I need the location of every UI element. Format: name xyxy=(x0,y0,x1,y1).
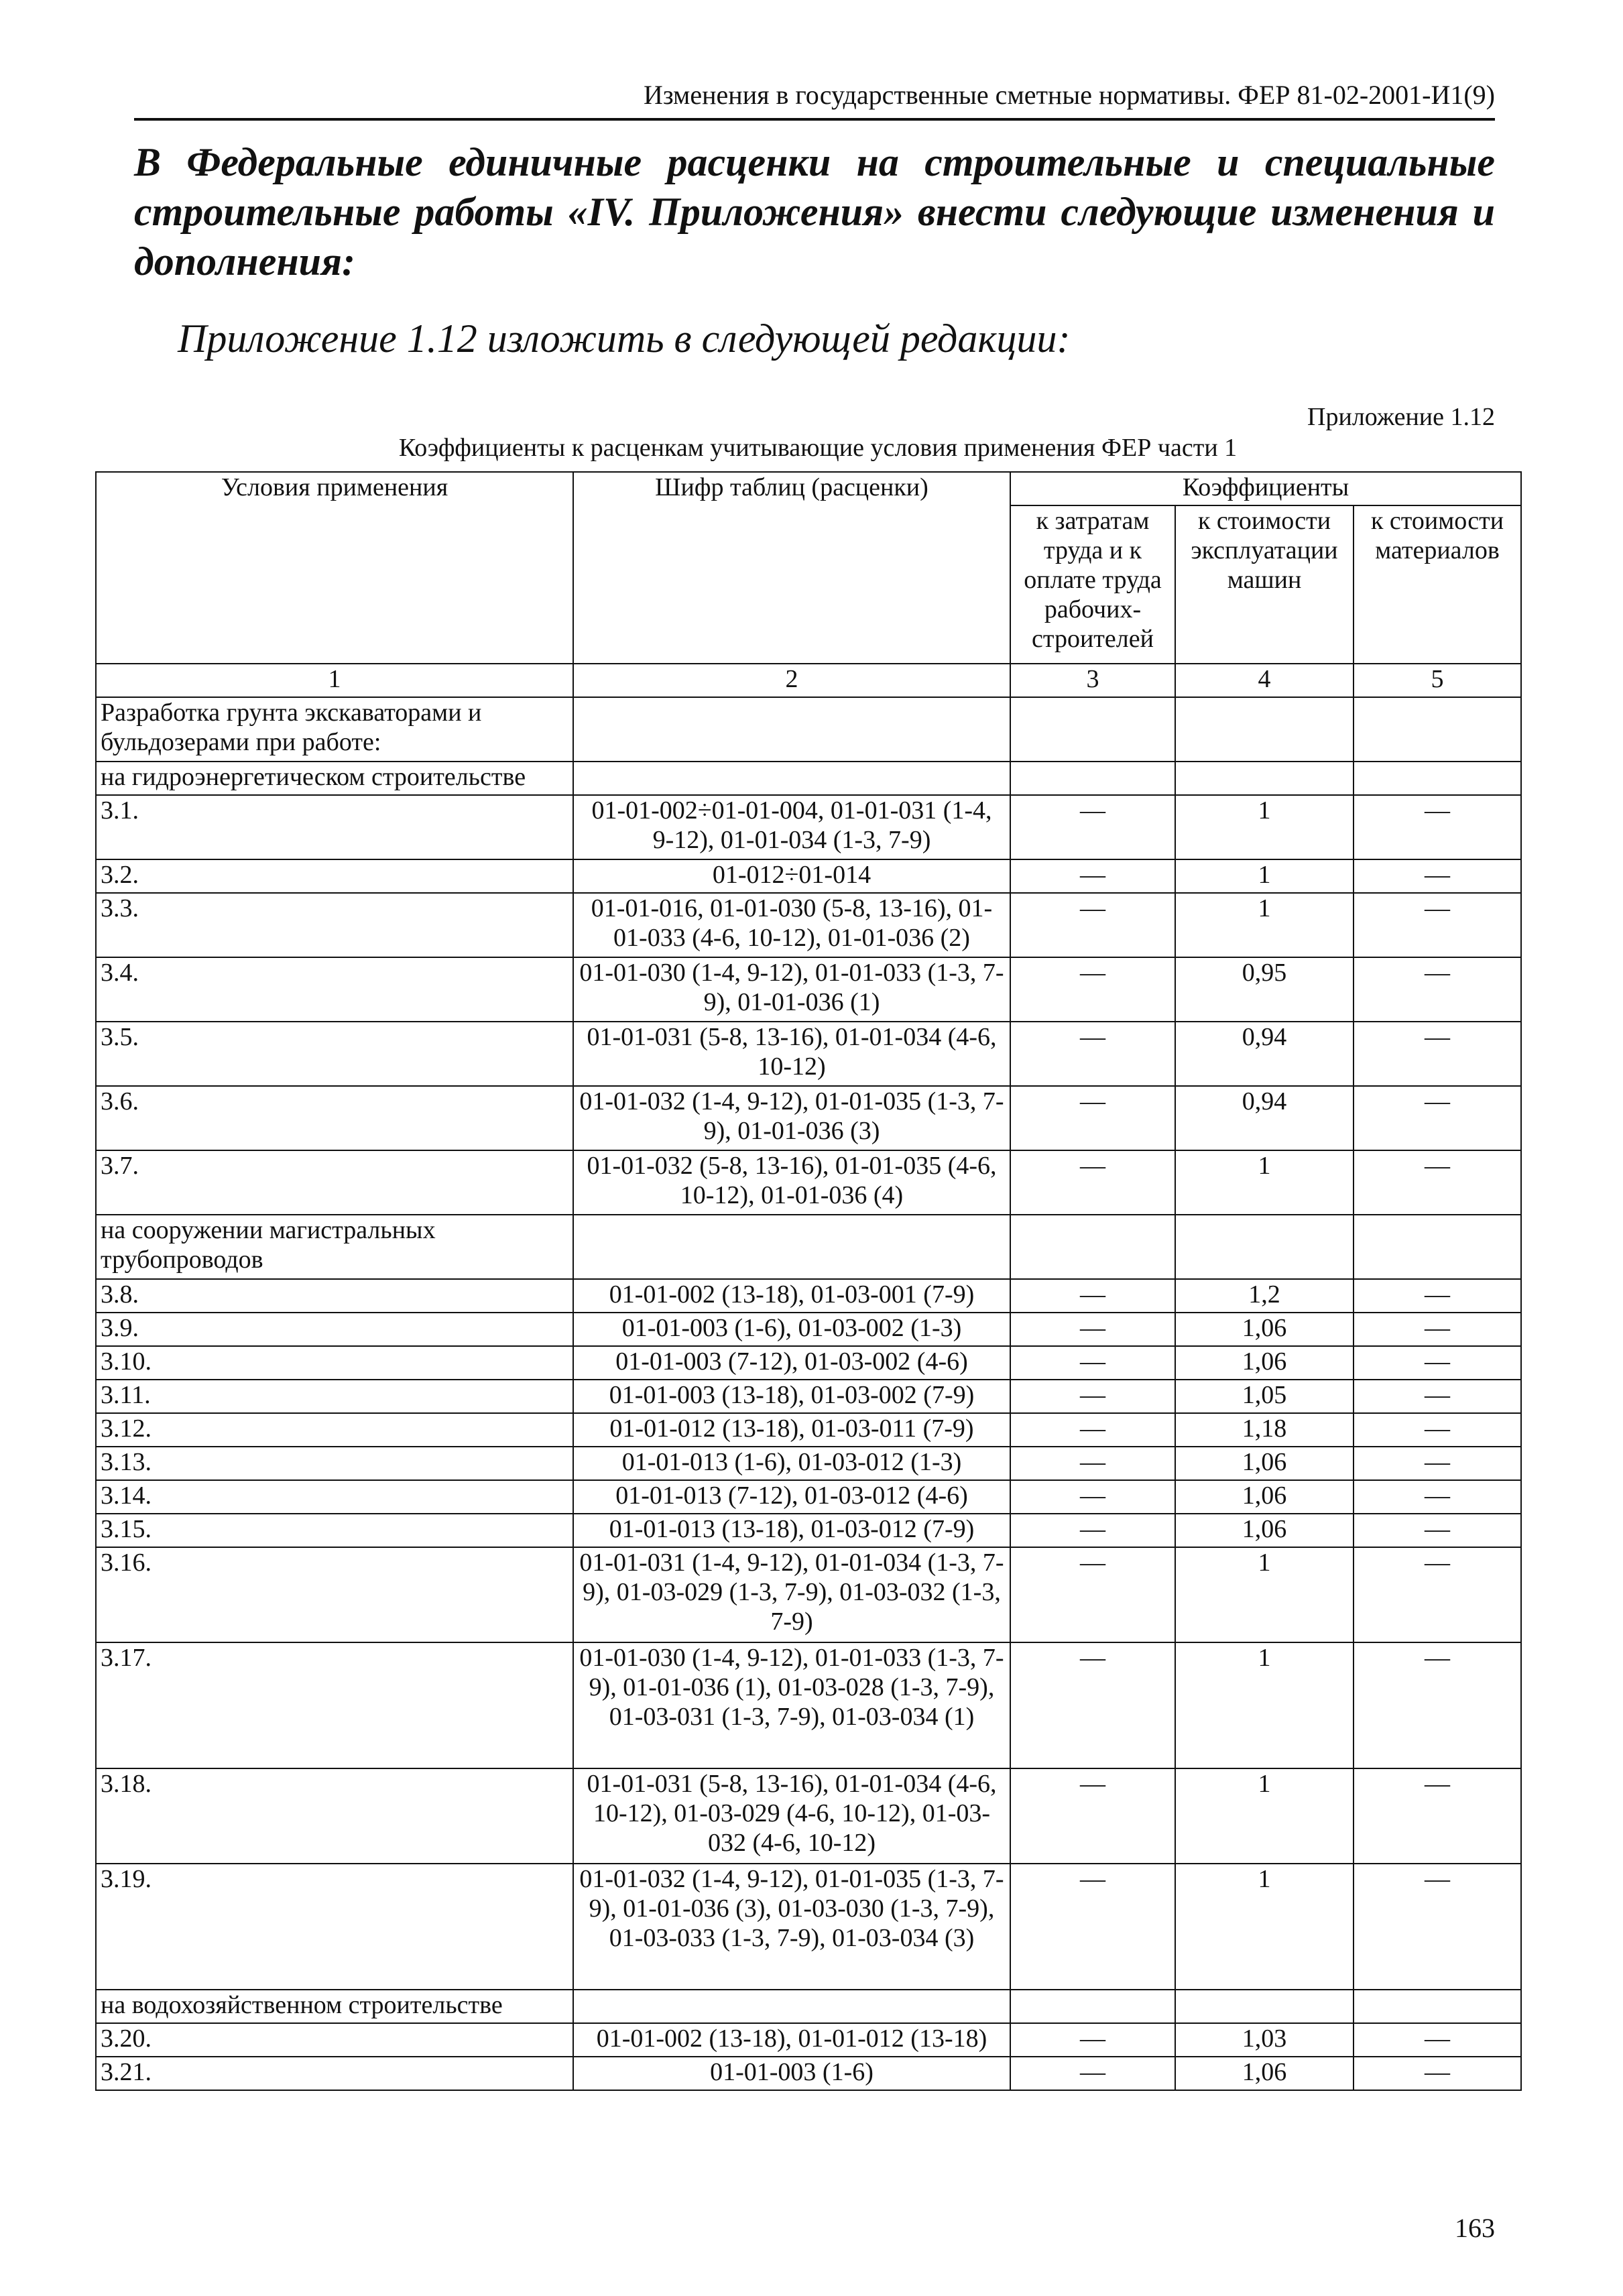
row-machines-coef: 1 xyxy=(1175,1547,1354,1642)
header-conditions: Условия применения xyxy=(96,472,573,664)
row-labor-coef: — xyxy=(1010,1642,1175,1768)
row-number: 3.16. xyxy=(96,1547,573,1642)
col-number: 1 xyxy=(96,664,573,697)
row-labor-coef: — xyxy=(1010,795,1175,859)
subtitle: Приложение 1.12 изложить в следующей редакции: xyxy=(178,316,1071,361)
row-code: 01-01-012 (13-18), 01-03-011 (7-9) xyxy=(573,1413,1010,1447)
row-materials-coef: — xyxy=(1354,795,1521,859)
row-code: 01-01-003 (1-6) xyxy=(573,2057,1010,2090)
table-row xyxy=(96,1279,1521,1313)
row-number: 3.15. xyxy=(96,1514,573,1547)
row-number: 3.6. xyxy=(96,1086,573,1150)
table-row xyxy=(96,1380,1521,1413)
table-row xyxy=(96,957,1521,1022)
row-materials-coef: — xyxy=(1354,1346,1521,1380)
row-labor-coef: — xyxy=(1010,1514,1175,1547)
table-row xyxy=(96,795,1521,859)
table-row xyxy=(96,859,1521,893)
row-labor-coef: — xyxy=(1010,893,1175,957)
row-materials-coef: — xyxy=(1354,1413,1521,1447)
row-machines-coef: 1,06 xyxy=(1175,1346,1354,1380)
group-row xyxy=(96,762,1521,795)
header-coefficients: Коэффициенты xyxy=(1010,472,1521,505)
row-code: 01-01-003 (1-6), 01-03-002 (1-3) xyxy=(573,1313,1010,1346)
row-code: 01-01-030 (1-4, 9-12), 01-01-033 (1-3, 7-9), 01-01-036 (1), 01-03-028 (1-3, 7-9), 01-03-031 (1-3, 7-9), 01-03-034 (1) xyxy=(573,1642,1010,1768)
row-labor-coef: — xyxy=(1010,1547,1175,1642)
table-row xyxy=(96,1447,1521,1480)
row-code: 01-01-013 (1-6), 01-03-012 (1-3) xyxy=(573,1447,1010,1480)
row-materials-coef: — xyxy=(1354,1279,1521,1313)
table-row xyxy=(96,1547,1521,1642)
row-machines-coef: 1 xyxy=(1175,1150,1354,1215)
row-number: 3.9. xyxy=(96,1313,573,1346)
row-code: 01-01-032 (5-8, 13-16), 01-01-035 (4-6, 10-12), 01-01-036 (4) xyxy=(573,1150,1010,1215)
table-row xyxy=(96,1346,1521,1380)
row-code: 01-012÷01-014 xyxy=(573,859,1010,893)
table-row xyxy=(96,1413,1521,1447)
row-materials-coef: — xyxy=(1354,1480,1521,1514)
row-materials-coef: — xyxy=(1354,1642,1521,1768)
appendix-label: Приложение 1.12 xyxy=(1307,403,1495,431)
row-machines-coef: 0,94 xyxy=(1175,1022,1354,1086)
header-code: Шифр таблиц (расценки) xyxy=(573,472,1010,664)
col-number: 5 xyxy=(1354,664,1521,697)
row-number: 3.10. xyxy=(96,1346,573,1380)
header-row xyxy=(96,472,1521,505)
row-machines-coef: 1,06 xyxy=(1175,1447,1354,1480)
row-machines-coef: 1,05 xyxy=(1175,1380,1354,1413)
row-code: 01-01-013 (7-12), 01-03-012 (4-6) xyxy=(573,1480,1010,1514)
row-materials-coef: — xyxy=(1354,1447,1521,1480)
row-machines-coef: 1,03 xyxy=(1175,2023,1354,2057)
row-labor-coef: — xyxy=(1010,1447,1175,1480)
row-number: 3.5. xyxy=(96,1022,573,1086)
table-row xyxy=(96,1642,1521,1768)
row-materials-coef: — xyxy=(1354,859,1521,893)
row-labor-coef: — xyxy=(1010,1380,1175,1413)
group-label: на водохозяйственном строительстве xyxy=(96,1990,573,2023)
row-number: 3.8. xyxy=(96,1279,573,1313)
row-number: 3.4. xyxy=(96,957,573,1022)
row-labor-coef: — xyxy=(1010,2057,1175,2090)
coefficients-table xyxy=(95,471,1522,2091)
row-machines-coef: 1 xyxy=(1175,1768,1354,1864)
row-code: 01-01-003 (13-18), 01-03-002 (7-9) xyxy=(573,1380,1010,1413)
row-labor-coef: — xyxy=(1010,1086,1175,1150)
col-number: 3 xyxy=(1010,664,1175,697)
row-materials-coef: — xyxy=(1354,2057,1521,2090)
row-number: 3.18. xyxy=(96,1768,573,1864)
table-row xyxy=(96,2023,1521,2057)
header-labor: к затратам труда и к оплате труда рабочих-строителей xyxy=(1010,505,1175,664)
row-number: 3.17. xyxy=(96,1642,573,1768)
row-labor-coef: — xyxy=(1010,1480,1175,1514)
intro-paragraph: В Федеральные единичные расценки на строительные и специальные строительные работы «IV. Приложения» внести следующие изменения и дополнения: xyxy=(134,140,1495,284)
page-number: 163 xyxy=(1455,2213,1495,2243)
row-machines-coef: 1 xyxy=(1175,1642,1354,1768)
group-row xyxy=(96,1990,1521,2023)
row-machines-coef: 1 xyxy=(1175,859,1354,893)
row-number: 3.2. xyxy=(96,859,573,893)
row-code: 01-01-031 (5-8, 13-16), 01-01-034 (4-6, 10-12), 01-03-029 (4-6, 10-12), 01-03-032 (4-6, 10-12) xyxy=(573,1768,1010,1864)
row-materials-coef: — xyxy=(1354,1768,1521,1864)
group-label: на сооружении магистральных трубопроводов xyxy=(96,1215,573,1279)
header-machines: к стоимости эксплуатации машин xyxy=(1175,505,1354,664)
row-code: 01-01-016, 01-01-030 (5-8, 13-16), 01-01-033 (4-6, 10-12), 01-01-036 (2) xyxy=(573,893,1010,957)
row-labor-coef: — xyxy=(1010,1864,1175,1990)
row-materials-coef: — xyxy=(1354,1313,1521,1346)
row-materials-coef: — xyxy=(1354,1380,1521,1413)
group-label: на гидроэнергетическом строительстве xyxy=(96,762,573,795)
table-row xyxy=(96,1514,1521,1547)
row-labor-coef: — xyxy=(1010,1313,1175,1346)
row-machines-coef: 1,06 xyxy=(1175,2057,1354,2090)
row-materials-coef: — xyxy=(1354,1086,1521,1150)
row-materials-coef: — xyxy=(1354,1547,1521,1642)
row-code: 01-01-002÷01-01-004, 01-01-031 (1-4, 9-12), 01-01-034 (1-3, 7-9) xyxy=(573,795,1010,859)
row-materials-coef: — xyxy=(1354,1150,1521,1215)
row-labor-coef: — xyxy=(1010,1150,1175,1215)
table-row xyxy=(96,1150,1521,1215)
row-machines-coef: 1 xyxy=(1175,1864,1354,1990)
row-code: 01-01-031 (5-8, 13-16), 01-01-034 (4-6, 10-12) xyxy=(573,1022,1010,1086)
table-row xyxy=(96,1480,1521,1514)
row-labor-coef: — xyxy=(1010,1279,1175,1313)
row-labor-coef: — xyxy=(1010,1346,1175,1380)
header-materials: к стоимости материалов xyxy=(1354,505,1521,664)
row-machines-coef: 1,06 xyxy=(1175,1514,1354,1547)
table-row xyxy=(96,2057,1521,2090)
table-title: Коэффициенты к расценкам учитывающие условия применения ФЕР части 1 xyxy=(398,434,1238,462)
row-number: 3.14. xyxy=(96,1480,573,1514)
row-code: 01-01-032 (1-4, 9-12), 01-01-035 (1-3, 7-9), 01-01-036 (3) xyxy=(573,1086,1010,1150)
row-materials-coef: — xyxy=(1354,893,1521,957)
row-labor-coef: — xyxy=(1010,1413,1175,1447)
row-labor-coef: — xyxy=(1010,957,1175,1022)
row-number: 3.7. xyxy=(96,1150,573,1215)
row-machines-coef: 1,2 xyxy=(1175,1279,1354,1313)
row-number: 3.3. xyxy=(96,893,573,957)
column-numbers-row xyxy=(96,664,1521,697)
row-code: 01-01-003 (7-12), 01-03-002 (4-6) xyxy=(573,1346,1010,1380)
row-number: 3.21. xyxy=(96,2057,573,2090)
row-materials-coef: — xyxy=(1354,1022,1521,1086)
row-code: 01-01-013 (13-18), 01-03-012 (7-9) xyxy=(573,1514,1010,1547)
group-row xyxy=(96,1215,1521,1279)
group-label: Разработка грунта экскаваторами и бульдозерами при работе: xyxy=(96,697,573,762)
row-machines-coef: 1,06 xyxy=(1175,1313,1354,1346)
row-number: 3.20. xyxy=(96,2023,573,2057)
row-code: 01-01-002 (13-18), 01-03-001 (7-9) xyxy=(573,1279,1010,1313)
col-number: 2 xyxy=(573,664,1010,697)
row-materials-coef: — xyxy=(1354,957,1521,1022)
running-header: Изменения в государственные сметные нормативы. ФЕР 81-02-2001-И1(9) xyxy=(134,79,1495,121)
row-code: 01-01-030 (1-4, 9-12), 01-01-033 (1-3, 7-9), 01-01-036 (1) xyxy=(573,957,1010,1022)
row-machines-coef: 1 xyxy=(1175,893,1354,957)
row-labor-coef: — xyxy=(1010,1768,1175,1864)
row-number: 3.12. xyxy=(96,1413,573,1447)
row-number: 3.11. xyxy=(96,1380,573,1413)
row-machines-coef: 1 xyxy=(1175,795,1354,859)
row-materials-coef: — xyxy=(1354,1514,1521,1547)
table-row xyxy=(96,1022,1521,1086)
table-row xyxy=(96,1768,1521,1864)
row-labor-coef: — xyxy=(1010,2023,1175,2057)
row-labor-coef: — xyxy=(1010,1022,1175,1086)
table-row xyxy=(96,1086,1521,1150)
row-materials-coef: — xyxy=(1354,1864,1521,1990)
row-machines-coef: 1,18 xyxy=(1175,1413,1354,1447)
row-materials-coef: — xyxy=(1354,2023,1521,2057)
row-number: 3.1. xyxy=(96,795,573,859)
table-row xyxy=(96,893,1521,957)
group-row xyxy=(96,697,1521,762)
row-code: 01-01-031 (1-4, 9-12), 01-01-034 (1-3, 7-9), 01-03-029 (1-3, 7-9), 01-03-032 (1-3, 7-9) xyxy=(573,1547,1010,1642)
table-row xyxy=(96,1864,1521,1990)
table-row xyxy=(96,1313,1521,1346)
row-labor-coef: — xyxy=(1010,859,1175,893)
row-machines-coef: 0,94 xyxy=(1175,1086,1354,1150)
col-number: 4 xyxy=(1175,664,1354,697)
row-machines-coef: 1,06 xyxy=(1175,1480,1354,1514)
row-machines-coef: 0,95 xyxy=(1175,957,1354,1022)
row-code: 01-01-032 (1-4, 9-12), 01-01-035 (1-3, 7-9), 01-01-036 (3), 01-03-030 (1-3, 7-9), 01-03-033 (1-3, 7-9), 01-03-034 (3) xyxy=(573,1864,1010,1990)
row-number: 3.19. xyxy=(96,1864,573,1990)
row-code: 01-01-002 (13-18), 01-01-012 (13-18) xyxy=(573,2023,1010,2057)
row-number: 3.13. xyxy=(96,1447,573,1480)
